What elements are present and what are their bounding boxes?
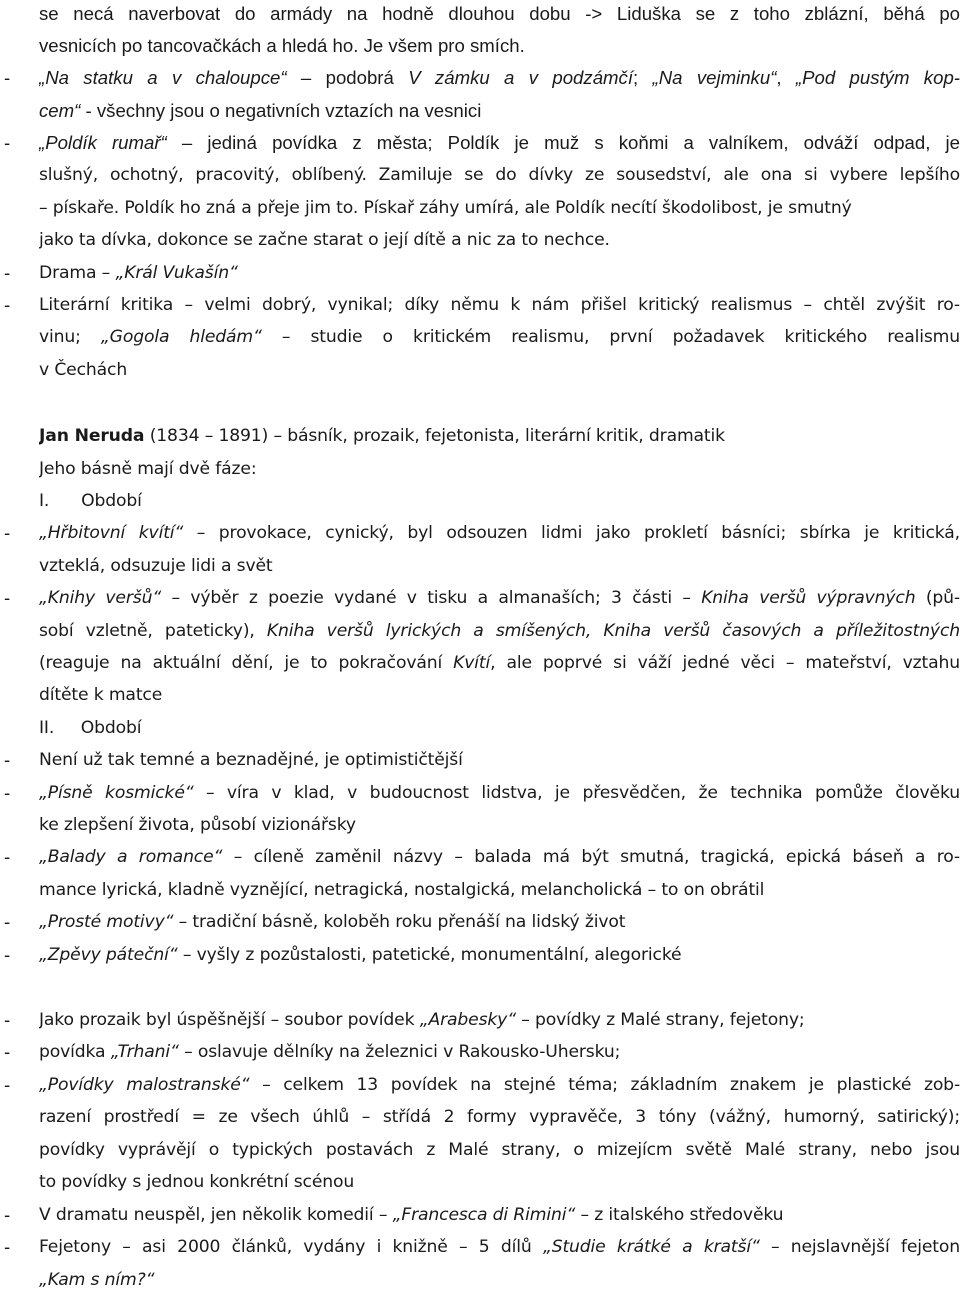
text-line: dítěte k matce [39,685,163,705]
bullet-dash: - [4,846,11,867]
text-line: to povídky s jednou konkrétní scénou [39,1172,355,1192]
text-line: cem“ - všechny jsou o negativních vztazích na vesnici [39,100,482,121]
bullet-dash: - [4,1204,11,1225]
bullet-dash: - [4,1009,11,1030]
text-line: razení prostředí = ze všech úhlů – střídá 2 formy vypravěče, 3 tóny (vážný, humorný, satirický); [39,1107,960,1127]
text-line: V dramatu neuspěl, jen několik komedií – „Francesca di Rimini“ – z italského středověku [39,1205,784,1225]
text-line: „Knihy veršů“ – výběr z poezie vydané v tisku a almanaších; 3 části – Kniha veršů výpravných (pů- [39,588,960,608]
text-line: mance lyrická, kladně vyznějící, netragická, nostalgická, melancholická – to on obrátil [39,880,765,900]
text-line: I. Období [39,491,142,511]
text-line: „Prosté motivy“ – tradiční básně, koloběh roku přenáší na lidský život [39,912,626,932]
text-line: II. Období [39,718,142,738]
text-line: Jan Neruda (1834 – 1891) – básník, prozaik, fejetonista, literární kritik, dramatik [39,426,725,446]
text-line: „Kam s ním?“ [39,1270,155,1290]
bullet-dash: - [4,1236,11,1257]
bullet-dash: - [4,911,11,932]
text-line: „Hřbitovní kvítí“ – provokace, cynický, byl odsouzen lidmi jako prokletí básníci; sbírka je kritická, [39,523,960,543]
text-line: povídka „Trhani“ – oslavuje dělníky na železnici v Rakousko-Uhersku; [39,1042,621,1062]
text-line: Jeho básně mají dvě fáze: [39,459,257,479]
bullet-dash: - [4,262,11,283]
text-line: Fejetony – asi 2000 článků, vydány i knižně – 5 dílů „Studie krátké a kratší“ – nejslavnější fejeton [39,1237,960,1257]
text-line: sobí vzletně, pateticky), Kniha veršů lyrických a smíšených, Kniha veršů časových a příležitostných [39,621,960,641]
text-line: Drama – „Král Vukašín“ [39,263,238,283]
bullet-dash: - [4,1074,11,1095]
text-line: Není už tak temné a beznadějné, je optimističtější [39,750,463,770]
text-line: Jako prozaik byl úspěšnější – soubor povídek „Arabesky“ – povídky z Malé strany, fejetony; [39,1010,805,1030]
text-line: Literární kritika – velmi dobrý, vynikal; díky němu k nám přišel kritický realismus – chtěl zvýšit ro- [39,295,960,315]
bullet-dash: - [4,749,11,770]
text-line: slušný, ochotný, pracovitý, oblíbený. Zamiluje se do dívky ze sousedství, ale ona si vybere lepšího [39,165,960,185]
bullet-dash: - [4,944,11,965]
text-line: vzteklá, odsuzuje lidi a svět [39,556,273,576]
text-line: se necá naverbovat do armády na hodně dlouhou dobu -> Liduška se z toho zblázní, běhá po [39,3,960,24]
text-line: „Na statku a v chaloupce“ – podobrá V zámku a v podzámčí; „Na vejminku“, „Pod pustým kop- [39,67,960,88]
bullet-dash: - [4,1041,11,1062]
bullet-dash: - [4,67,11,88]
text-line: (reaguje na aktuální dění, je to pokračování Kvítí, ale poprvé si váží jedné věci – mateřství, vztahu [39,653,960,673]
text-line: vinu; „Gogola hledám“ – studie o kritickém realismu, první požadavek kritického realismu [39,327,960,347]
text-line: „Balady a romance“ – cíleně zaměnil názvy – balada má být smutná, tragická, epická báseň a ro- [39,847,960,867]
text-line: ke zlepšení života, působí vizionářsky [39,815,356,835]
text-line: „Povídky malostranské“ – celkem 13 povídek na stejné téma; základním znakem je plastické zob- [39,1075,960,1095]
text-line: „Poldík rumař“ – jediná povídka z města; Poldík je muž s koňmi a valníkem, odváží odpad, je [39,132,960,153]
bullet-dash: - [4,782,11,803]
text-line: „Písně kosmické“ – víra v klad, v budoucnost lidstva, je přesvědčen, že technika pomůže člověku [39,783,960,803]
bullet-dash: - [4,522,11,543]
text-line: vesnicích po tancovačkách a hledá ho. Je všem pro smích. [39,35,525,56]
bullet-dash: - [4,132,11,153]
text-line: povídky vyprávějí o typických postavách z Malé strany, o mizejícm světě Malé strany, nebo jsou [39,1140,960,1160]
text-line: v Čechách [39,360,128,380]
bullet-dash: - [4,294,11,315]
text-line: – pískaře. Poldík ho zná a přeje jim to. Pískař záhy umírá, ale Poldík necítí škodolibost, je smutný [39,198,852,218]
text-line: jako ta dívka, dokonce se začne starat o její dítě a nic za to nechce. [39,230,610,250]
text-line: „Zpěvy páteční“ – vyšly z pozůstalosti, patetické, monumentální, alegorické [39,945,682,965]
bullet-dash: - [4,587,11,608]
